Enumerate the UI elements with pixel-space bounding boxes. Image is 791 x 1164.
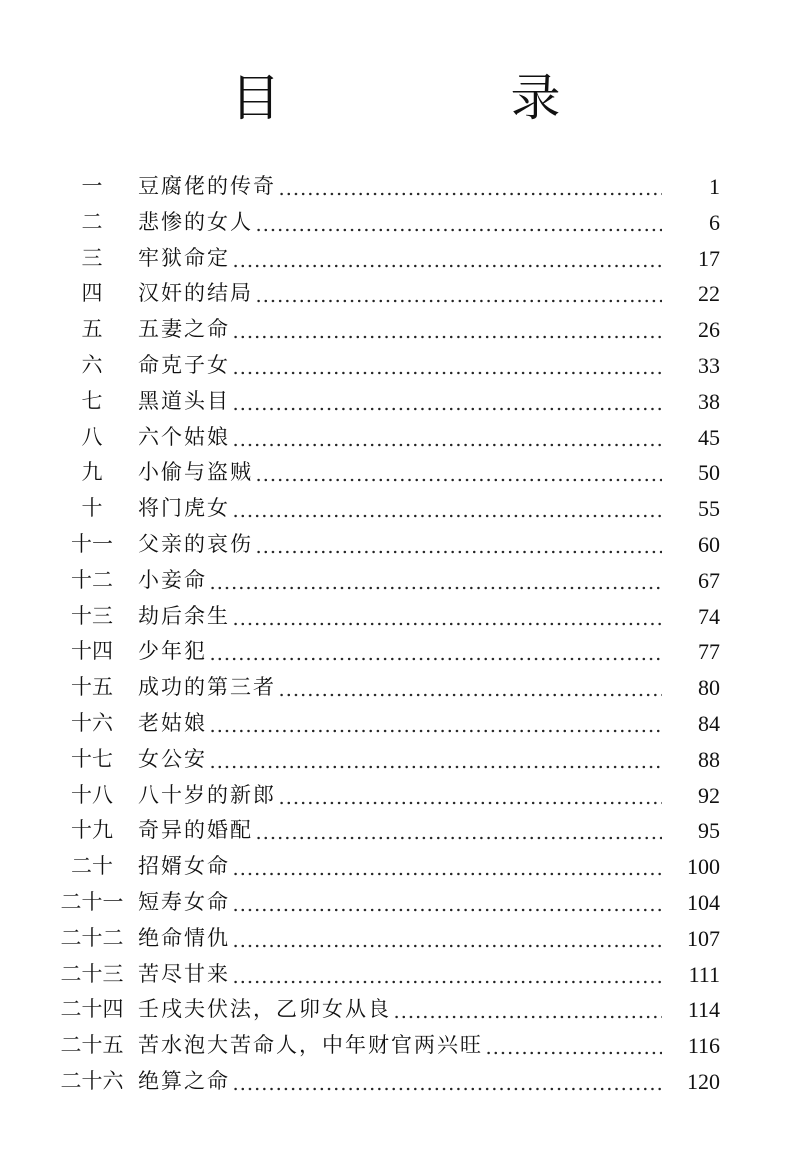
toc-entry-title: 牢狱命定: [138, 245, 230, 270]
toc-entry-number: 十: [81, 496, 103, 521]
toc-entry-title: 劫后余生: [138, 603, 230, 628]
dot-leader: [232, 312, 662, 348]
toc-entry[interactable]: [50, 992, 720, 1028]
dot-leader: [209, 706, 662, 742]
dot-leader: [278, 670, 662, 706]
toc-entry-title: 壬戌夫伏法，乙卯女从良: [138, 997, 391, 1022]
toc-entry-number: 十五: [71, 675, 113, 700]
dot-leader: [232, 348, 662, 384]
toc-entry[interactable]: [50, 778, 720, 814]
toc-entry-number: 十九: [71, 818, 113, 843]
toc-entry-page-number: 22: [698, 281, 720, 307]
dot-leader: [232, 885, 662, 921]
dot-leader: [232, 1064, 662, 1100]
toc-entry-title: 绝命情仇: [138, 925, 230, 950]
toc-entry-number: 八: [81, 424, 103, 449]
toc-entry-page-number: 104: [687, 889, 720, 915]
toc-entry-page-number: 38: [698, 388, 720, 414]
toc-entry-number: 十三: [71, 603, 113, 628]
toc-entry[interactable]: [50, 670, 720, 706]
toc-entry-title: 短寿女命: [138, 889, 230, 914]
toc-entry-page-number: 67: [698, 567, 720, 593]
toc-entry[interactable]: [50, 527, 720, 563]
dot-leader: [232, 241, 662, 277]
toc-entry-number: 二十: [71, 854, 113, 879]
toc-entry-number: 二十三: [60, 961, 124, 986]
toc-entry-number: 三: [81, 245, 103, 270]
toc-entry-page-number: 111: [688, 961, 720, 987]
toc-entry-number: 二十五: [60, 1033, 124, 1058]
toc-entry-number: 十二: [71, 567, 113, 592]
dot-leader: [255, 455, 662, 491]
toc-entry-title: 父亲的哀伤: [138, 531, 253, 556]
toc-entry-title: 成功的第三者: [138, 675, 276, 700]
toc-entry-page-number: 120: [687, 1068, 720, 1094]
dot-leader: [255, 527, 662, 563]
toc-entry-page-number: 17: [698, 245, 720, 271]
dot-leader: [255, 276, 662, 312]
toc-entry-page-number: 6: [709, 209, 720, 235]
toc-entry-page-number: 77: [698, 639, 720, 665]
toc-entry-number: 二十六: [60, 1068, 124, 1093]
toc-entry-title: 招婿女命: [138, 854, 230, 879]
toc-entry-title: 悲惨的女人: [138, 209, 253, 234]
toc-entry-page-number: 33: [698, 352, 720, 378]
toc-entry[interactable]: [50, 455, 720, 491]
toc-entry-number: 二: [81, 209, 103, 234]
dot-leader: [232, 957, 662, 993]
toc-entry[interactable]: [50, 849, 720, 885]
toc-entry[interactable]: [50, 312, 720, 348]
toc-entry[interactable]: [50, 205, 720, 241]
toc-entry[interactable]: [50, 276, 720, 312]
toc-entry-title: 六个姑娘: [138, 424, 230, 449]
toc-entry[interactable]: [50, 348, 720, 384]
toc-entry-title: 奇异的婚配: [138, 818, 253, 843]
toc-entry-number: 十八: [71, 782, 113, 807]
toc-entry-number: 二十四: [60, 997, 124, 1022]
toc-entry-page-number: 100: [687, 854, 720, 880]
dot-leader: [209, 563, 662, 599]
toc-entry[interactable]: [50, 706, 720, 742]
dot-leader: [255, 813, 662, 849]
toc-entry-title: 少年犯: [138, 639, 207, 664]
page-title: 目 录: [230, 69, 651, 127]
toc-entry-page-number: 88: [698, 746, 720, 772]
dot-leader: [232, 849, 662, 885]
toc-entry[interactable]: [50, 563, 720, 599]
dot-leader: [485, 1028, 662, 1064]
toc-entry-page-number: 92: [698, 782, 720, 808]
toc-entry[interactable]: [50, 169, 720, 205]
toc-entry-page-number: 26: [698, 317, 720, 343]
toc-entry-page-number: 74: [698, 603, 720, 629]
toc-entry-title: 女公安: [138, 746, 207, 771]
dot-leader: [278, 169, 662, 205]
toc-entry-number: 十一: [71, 531, 113, 556]
toc-entry-title: 豆腐佬的传奇: [138, 174, 276, 198]
toc-entry-title: 老姑娘: [138, 710, 207, 735]
toc-entry-number: 十四: [71, 639, 113, 664]
toc-entry-number: 七: [81, 388, 103, 413]
toc-entry-page-number: 55: [698, 496, 720, 522]
toc-entry[interactable]: [50, 384, 720, 420]
toc-entry-title: 黑道头目: [138, 388, 230, 413]
dot-leader: [232, 384, 662, 420]
toc-entry[interactable]: [50, 599, 720, 635]
toc-entry-page-number: 60: [698, 531, 720, 557]
toc-entry-number: 六: [81, 352, 103, 377]
toc-entry[interactable]: [50, 1064, 720, 1100]
toc-entry-title: 小偷与盗贼: [138, 460, 253, 485]
toc-entry-page-number: 84: [698, 710, 720, 736]
toc-entry-title: 苦水泡大苦命人，中年财官两兴旺: [138, 1033, 483, 1058]
dot-leader: [232, 599, 662, 635]
dot-leader: [278, 778, 662, 814]
toc-entry-number: 四: [81, 281, 103, 306]
dot-leader: [255, 205, 662, 241]
toc-entry[interactable]: [50, 813, 720, 849]
toc-entry[interactable]: [50, 1028, 720, 1064]
toc-entry[interactable]: [50, 885, 720, 921]
toc-entry-page-number: 116: [687, 1033, 720, 1059]
toc-entry-title: 苦尽甘来: [138, 961, 230, 986]
toc-entry[interactable]: [50, 634, 720, 670]
dot-leader: [209, 742, 662, 778]
toc-entry-number: 五: [81, 317, 103, 342]
toc-entry-number: 九: [81, 460, 103, 485]
toc-entry-number: 二十二: [60, 925, 124, 950]
dot-leader: [232, 420, 662, 456]
toc-list: [50, 169, 720, 1100]
toc-entry[interactable]: [50, 921, 720, 957]
toc-entry-page-number: 50: [698, 460, 720, 486]
toc-entry-title: 将门虎女: [138, 496, 230, 521]
toc-entry-page-number: 1: [709, 174, 720, 199]
toc-entry-page-number: 80: [698, 675, 720, 701]
toc-entry-number: 十六: [71, 710, 113, 735]
toc-entry-page-number: 107: [687, 925, 720, 951]
dot-leader: [393, 992, 662, 1028]
toc-entry-page-number: 95: [698, 818, 720, 844]
toc-entry-number: 十七: [71, 746, 113, 771]
toc-entry-title: 五妻之命: [138, 317, 230, 342]
toc-entry-page-number: 114: [687, 997, 720, 1023]
dot-leader: [209, 634, 662, 670]
toc-entry[interactable]: [50, 957, 720, 993]
toc-entry-page-number: 45: [698, 424, 720, 450]
toc-entry-number: 一: [81, 174, 103, 198]
toc-entry[interactable]: [50, 241, 720, 277]
toc-entry-title: 小妾命: [138, 567, 207, 592]
toc-entry-title: 绝算之命: [138, 1068, 230, 1093]
toc-entry[interactable]: [50, 491, 720, 527]
toc-entry-title: 命克子女: [138, 352, 230, 377]
toc-entry[interactable]: [50, 420, 720, 456]
dot-leader: [232, 491, 662, 527]
toc-entry-title: 汉奸的结局: [138, 281, 253, 306]
dot-leader: [232, 921, 662, 957]
toc-entry-title: 八十岁的新郎: [138, 782, 276, 807]
toc-entry[interactable]: [50, 742, 720, 778]
toc-entry-number: 二十一: [60, 889, 124, 914]
